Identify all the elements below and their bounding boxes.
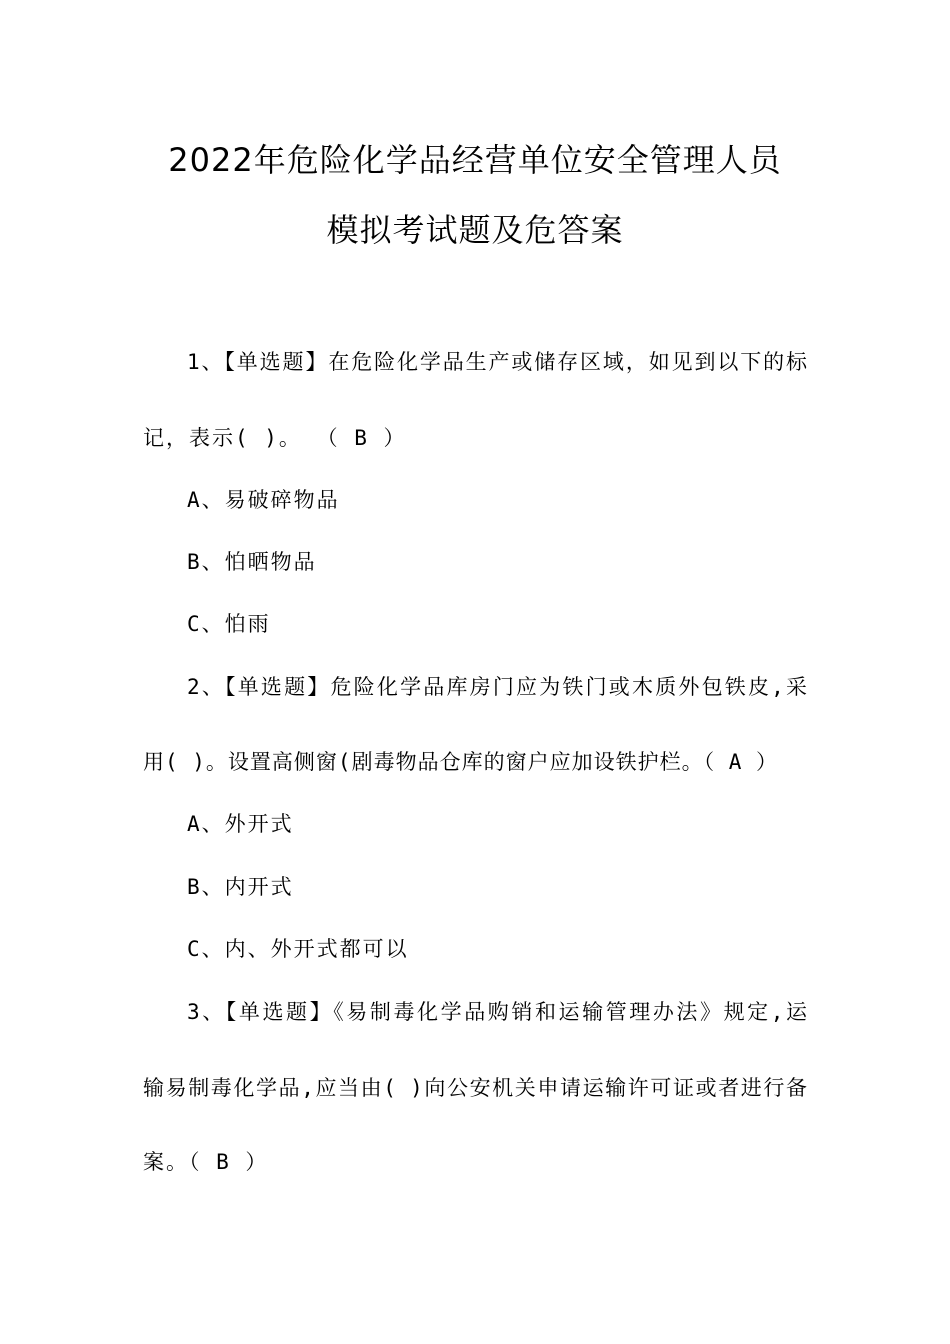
- question-1-option-b: B、怕晒物品: [187, 550, 317, 574]
- question-3-stem-line-2: 输易制毒化学品,应当由( )向公安机关申请运输许可证或者进行备: [143, 1076, 807, 1100]
- question-2-stem-line-2: 用( )。设置高侧窗(剧毒物品仓库的窗户应加设铁护栏。（ A ）: [143, 750, 778, 774]
- question-1-stem-line-2: 记，表示( )。 （ B ）: [143, 426, 407, 450]
- question-3-stem-line-3: 案。（ B ）: [143, 1150, 269, 1174]
- question-1-stem-line-1: 1、【单选题】在危险化学品生产或储存区域，如见到以下的标: [187, 350, 807, 374]
- document-title-line-1: 2022年危险化学品经营单位安全管理人员: [168, 141, 782, 179]
- question-3-stem-line-1: 3、【单选题】《易制毒化学品购销和运输管理办法》规定,运: [187, 1000, 807, 1024]
- question-2-option-a: A、外开式: [187, 812, 294, 836]
- question-1-option-a: A、易破碎物品: [187, 488, 340, 512]
- question-1-option-c: C、怕雨: [187, 612, 271, 636]
- document-title-line-2: 模拟考试题及危答案: [326, 211, 624, 249]
- question-2-option-b: B、内开式: [187, 875, 294, 899]
- question-2-option-c: C、内、外开式都可以: [187, 937, 409, 961]
- question-2-stem-line-1: 2、【单选题】危险化学品库房门应为铁门或木质外包铁皮,采: [187, 675, 807, 699]
